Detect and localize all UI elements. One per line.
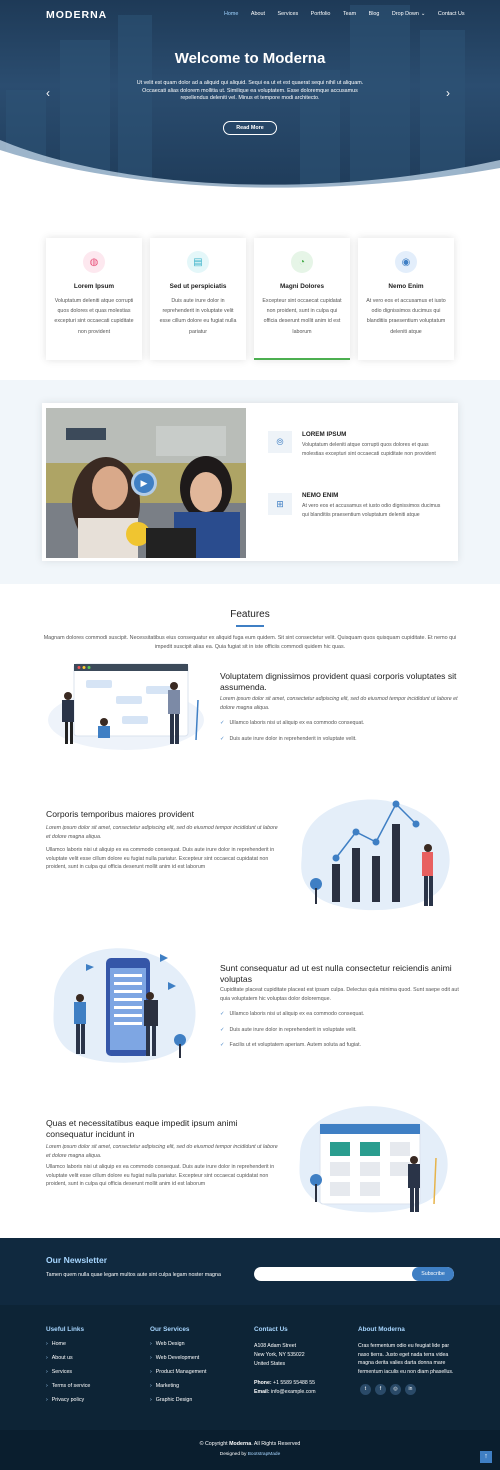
nav-services[interactable]: Services — [277, 11, 299, 17]
icon-box-text: Voluptatum deleniti atque corrupti quos dolores et quas molestias excepturi sint occaecati cupiditate non provident — [54, 298, 134, 335]
about-moderna-title: About Moderna — [358, 1326, 405, 1333]
footer-link-services[interactable]: › Services — [46, 1369, 90, 1383]
newsletter-title: Our Newsletter — [46, 1255, 108, 1265]
icon-box-title[interactable]: Lorem Ipsum — [73, 283, 115, 290]
footer-link-web-design[interactable]: › Web Design — [150, 1341, 206, 1355]
contact-us-title: Contact Us — [254, 1326, 288, 1333]
speedometer-icon: ◔ — [291, 251, 313, 273]
nav-contact[interactable]: Contact Us — [437, 11, 465, 17]
feature-3-list — [220, 1011, 460, 1058]
feature-list-item: ✓ Facilis ut et voluptatem aperiam. Autem soluta ad fugiat. — [220, 1042, 460, 1048]
feature-2-italic: Lorem ipsum dolor sit amet, consectetur adipiscing elit, sed do eiusmod tempor incididunt ut labore et dolore magna aliqua. — [46, 825, 278, 840]
feature-4-title: Quas et necessitatibus eaque impedit ipsum animi consequatur incidunt in — [46, 1118, 238, 1139]
footer-link-about[interactable]: › About us — [46, 1355, 90, 1369]
contact-address-line: United States — [254, 1361, 286, 1368]
footer-link-marketing[interactable]: › Marketing — [150, 1383, 206, 1397]
read-more-button[interactable]: Read More — [223, 121, 277, 135]
feature-1-title: Voluptatem dignissimos provident quasi corporis voluptates sit assumenda. — [220, 671, 457, 692]
back-to-top-icon[interactable]: ↑ — [480, 1451, 492, 1463]
chevron-down-icon: ⌄ — [420, 11, 426, 17]
icon-box-1 — [46, 238, 142, 360]
fingerprint-icon: ⦾ — [268, 431, 292, 453]
credits-link[interactable]: BootstrapMade — [247, 1452, 281, 1457]
contact-phone[interactable]: +1 5589 55488 55 — [273, 1379, 316, 1386]
feature-4-text: Ullamco laboris nisi ut aliquip ex ea commodo consequat. Duis aute irure dolor in reprehenderit in voluptate velit esse cillum dolore eu fugiat nulla pariatur. Excepteur sint occaecat cupidatat non proident, sunt in culpa qui officia deserunt mollit anim id est laborum — [46, 1164, 275, 1188]
contact-email[interactable]: info@example.com — [271, 1388, 316, 1395]
twitter-icon[interactable]: t — [360, 1384, 371, 1395]
contact-address-line: New York, NY 535022 — [254, 1352, 305, 1359]
facebook-icon[interactable]: f — [375, 1384, 386, 1395]
feature-3-text: Cupiditate placeat cupiditate placeat est ipsam culpa. Delectus quia minima quod. Sunt saepe odit aut quia voluptatem hic voluptas dolor doloremque. — [220, 987, 459, 1002]
credits — [0, 1452, 500, 1457]
newsletter-text: Tamen quem nulla quae legam multos aute sint culpa legam noster magna — [46, 1272, 221, 1278]
gift-icon: ⊞ — [268, 493, 292, 515]
file-icon: ▤ — [187, 251, 209, 273]
phone-label: Phone: — [254, 1379, 272, 1386]
feature-3-illustration — [46, 942, 206, 1068]
hero-text: Ut velit est quam dolor ad a aliquid qui aliquid. Sequi ea ut et est quaerat sequi nihil ut aliquam. Occaecati alias dolorem mollitia ut. Similique ea voluptatem. Esse doloremque accusamus repellendus deleniti vel. Minus et tempore modi architecto. — [136, 80, 364, 102]
icon-box-title[interactable]: Nemo Enim — [388, 283, 424, 290]
our-services-title: Our Services — [150, 1326, 190, 1333]
credits-prefix: Designed by — [219, 1452, 248, 1457]
subscribe-button[interactable]: Subscribe — [412, 1267, 454, 1281]
contact-address-line: A108 Adam Street — [254, 1343, 297, 1349]
feature-list-item: ✓ Duis aute irure dolor in reprehenderit in voluptate velit. — [220, 1027, 460, 1033]
globe-icon: ◉ — [395, 251, 417, 273]
site-header — [0, 0, 500, 30]
icon-box-2 — [150, 238, 246, 360]
carousel-prev-icon[interactable]: ‹ — [46, 86, 50, 100]
nav-portfolio[interactable]: Portfolio — [310, 11, 331, 17]
contact-info — [254, 1342, 354, 1397]
feature-1-illustration — [46, 660, 206, 752]
our-services-list — [150, 1341, 206, 1411]
email-label: Email: — [254, 1388, 270, 1395]
hero-wave — [0, 130, 500, 190]
dribbble-icon: ◍ — [83, 251, 105, 273]
footer-link-privacy[interactable]: › Privacy policy — [46, 1397, 90, 1411]
nav-dropdown-label: Drop Down — [391, 11, 419, 17]
useful-links-title: Useful Links — [46, 1326, 84, 1333]
feature-1-italic: Lorem ipsum dolor sit amet, consectetur adipiscing elit, sed do eiusmod tempor incididunt ut labore et dolore magna aliqua. — [220, 696, 458, 711]
instagram-icon[interactable]: ◎ — [390, 1384, 401, 1395]
play-button[interactable]: ▶ — [131, 470, 157, 496]
nav-about[interactable]: About — [250, 11, 265, 17]
icon-box-3 — [254, 238, 350, 360]
about-moderna-text: Cras fermentum odio eu feugiat lide par naso tierra. Justo eget nada terra videa magna derita valies darta donna mare fermentum iaculis eu non diam phasellus. — [358, 1343, 454, 1375]
hero-title: Welcome to Moderna — [174, 50, 326, 67]
main-nav — [224, 11, 477, 17]
title-underline — [236, 625, 264, 627]
icon-box-text: At vero eos et accusamus et iusto odio dignissimos ducimus qui blanditiis praesentium voluptatum deleniti atque — [366, 298, 446, 335]
nav-dropdown[interactable] — [392, 11, 426, 17]
copyright-brand: Moderna — [229, 1441, 252, 1447]
feature-2-title: Corporis temporibus maiores provident — [46, 809, 195, 819]
icon-box-text: Duis aute irure dolor in reprehenderit in voluptate velit esse cillum dolore eu fugiat nulla pariatur — [159, 298, 237, 335]
footer-link-terms[interactable]: › Terms of service — [46, 1383, 90, 1397]
feature-2-illustration — [292, 792, 458, 912]
about-item-text: Voluptatum deleniti atque corrupti quos dolores et quas molestias excepturi sint occaecati cupiditate non provident — [302, 442, 436, 457]
about-item-title[interactable]: NEMO ENIM — [302, 492, 339, 499]
icon-box-title[interactable]: Magni Dolores — [279, 283, 325, 290]
nav-home[interactable]: Home — [224, 11, 239, 17]
feature-list-item: ✓ Duis aute irure dolor in reprehenderit in voluptate velit. — [220, 736, 460, 742]
footer-link-graphic-design[interactable]: › Graphic Design — [150, 1397, 206, 1411]
nav-team[interactable]: Team — [342, 11, 357, 17]
about-item-title[interactable]: LOREM IPSUM — [302, 431, 347, 438]
nav-blog[interactable]: Blog — [368, 11, 380, 17]
feature-2-text: Ullamco laboris nisi ut aliquip ex ea commodo consequat. Duis aute irure dolor in reprehenderit in voluptate velit esse cillum dolore eu fugiat nulla pariatur. Excepteur sint occaecat cupidatat non proident, sunt in culpa qui officia deserunt mollit anim id est laborum — [46, 847, 275, 871]
site-logo[interactable]: MODERNA — [46, 9, 108, 21]
feature-list-item: ✓ Ullamco laboris nisi ut aliquip ex ea commodo consequat. — [220, 720, 460, 726]
carousel-next-icon[interactable]: › — [446, 86, 450, 100]
icon-box-text: Excepteur sint occaecat cupidatat non proident, sunt in culpa qui officia deserunt mollit anim id est laborum — [262, 298, 342, 335]
footer-link-product-management[interactable]: › Product Management — [150, 1369, 206, 1383]
copyright — [0, 1441, 500, 1447]
features-description: Magnam dolores commodi suscipit. Necessitatibus eius consequatur ex aliquid fuga eum quidem. Sit sint consectetur velit. Quisquam quos quisquam cupiditate. Et nemo qui impedit suscipit alias ea. Quia fugiat sit in iste officiis commodi quidem hic quas. — [43, 635, 457, 650]
features-title: Features — [230, 609, 270, 620]
feature-1-list — [220, 720, 460, 751]
feature-4-illustration — [290, 1100, 456, 1215]
copyright-suffix: . All Rights Reserved — [251, 1441, 301, 1447]
copyright-prefix: © Copyright — [199, 1441, 230, 1447]
feature-list-item: ✓ Ullamco laboris nisi ut aliquip ex ea commodo consequat. — [220, 1011, 460, 1017]
footer-link-web-development[interactable]: › Web Development — [150, 1355, 206, 1369]
linkedin-icon[interactable]: in — [405, 1384, 416, 1395]
about-video-box — [42, 403, 458, 561]
copyright-bar — [0, 1430, 500, 1470]
footer-link-home[interactable]: › Home — [46, 1341, 90, 1355]
icon-box-title[interactable]: Sed ut perspiciatis — [169, 283, 227, 290]
icon-box-4 — [358, 238, 454, 360]
feature-3-title: Sunt consequatur ad ut est nulla consectetur reiciendis animi voluptas — [220, 963, 452, 984]
video-thumbnail[interactable] — [46, 408, 246, 558]
feature-4-italic: Lorem ipsum dolor sit amet, consectetur adipiscing elit, sed do eiusmod tempor incididunt ut labore et dolore magna aliqua. — [46, 1144, 278, 1159]
useful-links-list — [46, 1341, 90, 1411]
about-item-text: At vero eos et accusamus et iusto odio dignissimos ducimus qui blanditiis praesentium voluptatum deleniti atque — [302, 503, 441, 518]
